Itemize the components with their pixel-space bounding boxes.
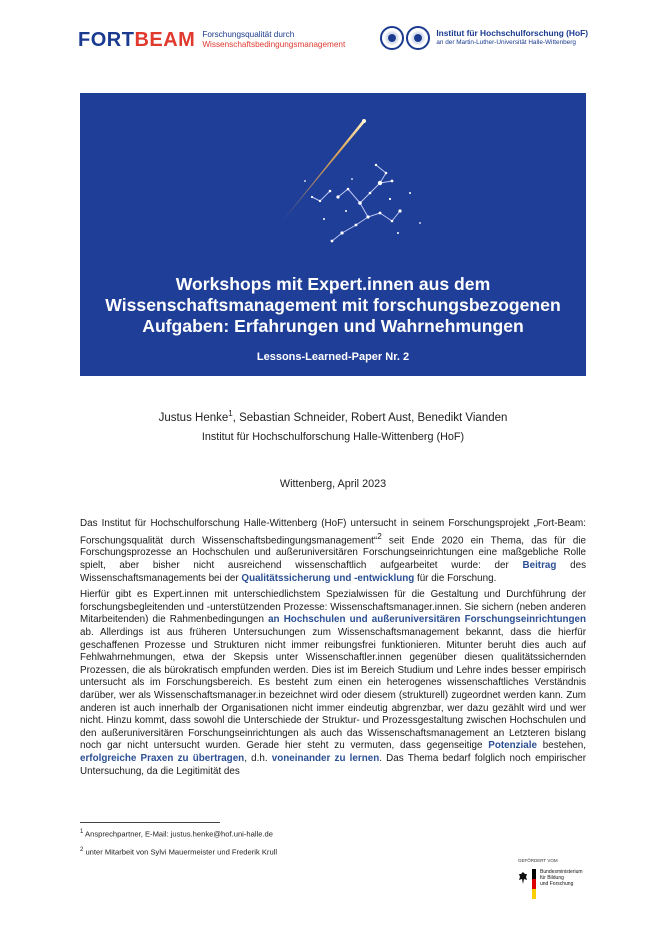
text-span: bestehen, — [536, 740, 586, 752]
paragraph-intro — [80, 518, 586, 585]
paper-title — [80, 274, 586, 337]
paper-subtitle: Lessons-Learned-Paper Nr. 2 — [256, 351, 410, 363]
paper-title-line1: Workshops mit Expert.innen aus dem — [175, 274, 491, 294]
federal-eagle-icon — [518, 871, 528, 885]
highlight-qualitaetssicherung: Qualitätssicherung und -entwicklung — [241, 572, 415, 584]
footnote-number: 1 — [80, 829, 84, 835]
text-span: des Wissenschaftsmanagements bei der — [80, 560, 586, 584]
text-span: seit Ende 2020 ein Thema, das für die Forschungsprozesse an Hochschulen und außeruniversitären Forschungseinrichtungen eine maßgebliche Rolle spielt, aber bisher nicht ausreichend wissenschaftlich aufgearbeitet wurde: der — [80, 534, 586, 572]
footnote-text: Ansprechpartner, E-Mail: justus.henke@hof.uni-halle.de — [83, 829, 273, 839]
fortbeam-tagline-line1: Forschungsqualität durch — [202, 30, 295, 39]
hof-logo-line2: an der Martin-Luther-Universität Halle-Wittenberg — [436, 39, 576, 46]
footnote-text: unter Mitarbeit von Sylvi Mauermeister und Frederik Krull — [83, 847, 278, 857]
body-text — [80, 518, 586, 782]
text-span: Hierfür gibt es Expert.innen mit unterschiedlichstem Spezialwissen für die Gestaltung und Durchführung der forschungsbegleitenden und -unterstützenden Prozesse: Wissenschaftsmanager.innen. Sie sichern (neben anderen Mitarbeitenden) die Rahmenbedingungen — [80, 589, 586, 626]
author-footnote-ref: 1 — [228, 409, 233, 418]
author-rest: , Sebastian Schneider, Robert Aust, Benedikt Vianden — [232, 411, 508, 424]
footnote-ref: 2 — [377, 531, 382, 541]
text-span: , d.h. — [244, 752, 272, 764]
university-seal-icon — [380, 26, 404, 50]
author-institute: Institut für Hochschulforschung Halle-Wittenberg (HoF) — [201, 431, 465, 443]
bmbf-logo — [518, 858, 588, 899]
fortbeam-tagline — [202, 30, 345, 50]
author-list — [0, 409, 666, 424]
hof-seal-icon — [406, 26, 430, 50]
bmbf-name-line2: für Bildung — [540, 875, 564, 881]
author-first: Justus Henke — [158, 411, 229, 424]
comet-icon — [280, 119, 366, 224]
highlight-beitrag: Beitrag — [522, 560, 557, 572]
fortbeam-accent: BEAM — [134, 29, 196, 51]
footnote-divider — [80, 822, 220, 823]
highlight-potenziale: Potenziale — [488, 740, 537, 752]
bmbf-funded-label: GEFÖRDERT VOM — [518, 858, 558, 863]
text-span: Das Institut für Hochschulforschung Halle-Wittenberg (HoF) untersucht in seinem Forschungsprojekt „Fort-Beam: Forschungsqualität durch Wissenschaftsbedingungsmanagement“ — [80, 518, 586, 546]
title-banner — [80, 93, 586, 376]
hof-logo-line1: Institut für Hochschulforschung (HoF) — [436, 28, 588, 38]
footnote-1 — [80, 829, 273, 839]
paragraph-main — [80, 589, 586, 778]
text-span: ab. Allerdings ist aus früheren Untersuchungen zum Wissenschaftsmanagement bekannt, dass die hierfür geschaffenen Prozesse und Strukturen nicht immer reibungsfrei funktionieren. Mitunter beruht dies auch auf Fehlwahrnehmungen, etwa der Skepsis unter Wissenschaftler.innen gegenüber diesen qualitätssichernden Prozessen, die als bürokratisch empfunden werden. Dies ist im Bereich Studium und Lehre indes besser empirisch untersucht als im Forschungsbereich. Es besteht zum einen ein heterogenes wissenschaftliches Verständnis darüber, wer als Wissenschaftsmanager.in bezeichnet wird oder diesem (strukturell) zugeordnet werden kann. Zum anderen ist auch innerhalb der Organisationen nicht immer eindeutig abgrenzbar, wer dazu gezählt wird und wer nicht. Hinzu kommt, dass sowohl die Unterschiede der Struktur- und Prozessgestaltung zwischen Hochschulen und den außeruniversitären Forschungseinrichtungen als auch das Wissenschaftsmanagement an Letzteren bislang noch gar nicht untersucht wurden. Gerade hier steht zu vermuten, dass gegenseitige — [80, 627, 586, 752]
bmbf-name — [540, 869, 583, 887]
page-header — [78, 26, 588, 58]
hof-logo-text — [436, 28, 588, 48]
footnote-number: 2 — [80, 847, 84, 853]
fortbeam-logo — [78, 30, 345, 50]
highlight-lernen: voneinander zu lernen — [271, 752, 380, 764]
text-span: für die Forschung. — [414, 572, 497, 584]
bmbf-logo-row — [518, 869, 588, 899]
highlight-praxen: erfolgreiche Praxen zu übertragen — [80, 752, 245, 764]
paper-title-line3: Aufgaben: Erfahrungen und Wahrnehmungen — [142, 316, 524, 336]
stars — [304, 164, 421, 243]
text-span: . Das Thema bedarf folglich noch empirischer Untersuchung, da die Legitimität des — [80, 752, 586, 777]
footnote-2 — [80, 847, 277, 857]
constellation-icon — [312, 165, 400, 241]
highlight-hochschulen: an Hochschulen und außeruniversitären Forschungseinrichtungen — [268, 614, 586, 626]
german-flag-icon — [532, 869, 536, 899]
fortbeam-tagline-line2: Wissenschaftsbedingungsmanagement — [202, 40, 346, 49]
hof-logo — [380, 26, 588, 50]
bmbf-name-line3: und Forschung — [540, 881, 574, 887]
bmbf-name-line1: Bundesministerium — [540, 869, 583, 875]
paper-title-line2: Wissenschaftsmanagement mit forschungsbezogenen — [105, 295, 561, 315]
fortbeam-wordmark — [78, 30, 195, 50]
fortbeam-prefix: FORT — [78, 29, 135, 51]
place-date: Wittenberg, April 2023 — [279, 478, 387, 490]
